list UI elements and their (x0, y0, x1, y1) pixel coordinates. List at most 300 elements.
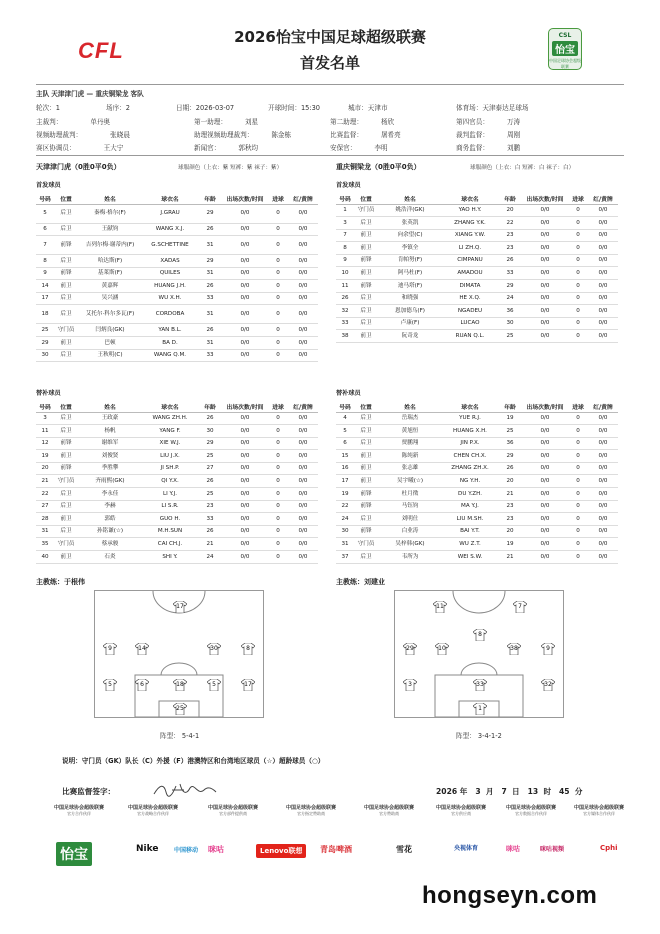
table-cell: 0/0 (288, 324, 318, 337)
table-cell: 0/0 (222, 255, 268, 268)
table-cell: 0/0 (222, 236, 268, 255)
table-cell: 21 (498, 551, 522, 564)
column-header: 姓名 (78, 401, 142, 412)
table-cell: 0 (568, 267, 588, 280)
table-row (36, 337, 318, 350)
table-cell: CIMPANU (442, 254, 498, 267)
table-cell: 0 (568, 500, 588, 513)
table-cell: 0/0 (588, 292, 618, 305)
official-role: 裁判监督： (456, 131, 489, 139)
table-row (336, 267, 618, 280)
table-cell: 0 (568, 551, 588, 564)
table-cell: 后卫 (54, 223, 78, 236)
table-cell: 0/0 (522, 292, 568, 305)
column-header: 号码 (36, 401, 54, 412)
table-cell: 0 (568, 450, 588, 463)
table-cell: 0/0 (288, 236, 318, 255)
table-cell: 杜月徵 (378, 488, 442, 501)
player-number: 10 (438, 645, 446, 652)
table-cell: 0/0 (588, 217, 618, 230)
column-header: 位置 (354, 193, 378, 204)
table-cell: 0 (268, 488, 288, 501)
table-cell: 卢康(F) (378, 317, 442, 330)
away-starters-table-wrap (336, 193, 618, 343)
table-cell: 后卫 (54, 412, 78, 425)
table-cell: 0/0 (588, 305, 618, 318)
column-header: 出场次数/时间 (222, 193, 268, 204)
signature-label: 比赛监督签字： (62, 787, 116, 796)
table-cell: 29 (498, 450, 522, 463)
table-cell: 0 (568, 217, 588, 230)
player-shirt-icon (473, 679, 487, 691)
table-cell: 29 (198, 437, 222, 450)
table-cell: ZHANG Y.K. (442, 217, 498, 230)
table-cell: XADAS (142, 255, 198, 268)
table-cell: 24 (498, 292, 522, 305)
column-header: 进球 (268, 401, 288, 412)
table-cell: 0 (568, 305, 588, 318)
sponsor-logo: 咪咕视频 (540, 846, 565, 853)
table-cell: 0 (268, 255, 288, 268)
table-cell: 张英凯 (378, 217, 442, 230)
table-cell: 1 (336, 204, 354, 217)
table-row (36, 267, 318, 280)
column-header: 年龄 (198, 401, 222, 412)
partner-label: 中国足球协会超级联赛 官方数据合作伙伴 (506, 805, 557, 816)
official-name: 刘星 (244, 118, 259, 126)
table-row (336, 538, 618, 551)
table-cell: 0/0 (588, 204, 618, 217)
table-cell: 0 (268, 223, 288, 236)
player-number: 11 (436, 603, 444, 610)
table-cell: 29 (498, 280, 522, 293)
player-number: 38 (510, 645, 518, 652)
table-cell: 7 (36, 236, 54, 255)
table-cell: 前锋 (354, 488, 378, 501)
player-number: 32 (544, 681, 552, 688)
sig-month-unit: 月 (485, 787, 494, 796)
table-cell: 和晓强 (378, 292, 442, 305)
table-cell: 0/0 (222, 437, 268, 450)
table-cell: LI S.R. (142, 500, 198, 513)
table-cell: 8 (36, 255, 54, 268)
table-cell: 前卫 (54, 280, 78, 293)
player-shirt-icon (473, 629, 487, 641)
away-formation-pitch (394, 590, 564, 718)
sponsor-logo: Lenovo联想 (256, 844, 306, 858)
table-cell: 后卫 (54, 305, 78, 324)
table-cell: 0/0 (522, 317, 568, 330)
table-cell: SHI Y. (142, 551, 198, 564)
table-cell: 0/0 (288, 425, 318, 438)
table-cell: 29 (198, 255, 222, 268)
table-cell: 20 (36, 462, 54, 475)
table-cell: 后卫 (54, 488, 78, 501)
table-cell: 0/0 (222, 475, 268, 488)
official-name: 单丹奥 (90, 118, 111, 126)
table-cell: 恩加德乌(F) (378, 305, 442, 318)
table-cell: 守门员 (54, 538, 78, 551)
sig-year-unit: 年 (459, 787, 468, 796)
table-cell: 0/0 (288, 292, 318, 305)
table-cell: 0/0 (288, 412, 318, 425)
round-label: 轮次： (36, 104, 56, 112)
column-header: 进球 (568, 401, 588, 412)
player-number: 14 (138, 645, 146, 652)
table-cell: LI Y.J. (142, 488, 198, 501)
column-header: 姓名 (378, 401, 442, 412)
away-team-title: 重庆铜梁龙（0胜0平0负） (336, 163, 421, 171)
table-cell: 后卫 (354, 437, 378, 450)
sponsor-logo: 咪咕 (506, 845, 520, 853)
table-cell: 0/0 (288, 204, 318, 223)
player-shirt-icon (403, 679, 417, 691)
table-cell: LIU J.X. (142, 450, 198, 463)
table-cell: 11 (36, 425, 54, 438)
player-number: 25 (176, 705, 184, 712)
official-entry (36, 142, 123, 152)
column-header: 位置 (354, 401, 378, 412)
pitch-lines (395, 591, 563, 717)
table-cell: 0/0 (522, 280, 568, 293)
table-cell: 0 (268, 204, 288, 223)
table-cell: ZHANG ZH.X. (442, 462, 498, 475)
table-cell: 后卫 (354, 425, 378, 438)
table-cell: 后卫 (54, 349, 78, 362)
table-cell: 31 (36, 525, 54, 538)
sponsor-logo: 中国移动 (174, 847, 199, 854)
player-number: 6 (140, 681, 144, 688)
table-row (336, 217, 618, 230)
page-title: 2026怡宝中国足球超级联赛 (234, 28, 426, 46)
home-formation: 阵型： 5-4-1 (160, 732, 200, 740)
table-cell: LUCAO (442, 317, 498, 330)
table-cell: 26 (198, 412, 222, 425)
table-row (336, 437, 618, 450)
table-cell: 0 (568, 292, 588, 305)
table-cell: 前锋 (54, 236, 78, 255)
table-cell: 0/0 (222, 462, 268, 475)
table-cell: J.GRAU (142, 204, 198, 223)
table-cell: 23 (198, 500, 222, 513)
table-cell: 基莱斯(F) (78, 267, 142, 280)
table-cell: 0/0 (522, 305, 568, 318)
table-cell: 26 (336, 292, 354, 305)
player-number: 17 (176, 603, 184, 610)
table-cell: 向余望(C) (378, 229, 442, 242)
table-cell: 0 (568, 242, 588, 255)
table-cell: 0/0 (222, 412, 268, 425)
home-kit-colors: 球服颜色（上衣：紫 短裤：紫 袜子：紫） (178, 165, 283, 171)
table-cell: 0 (568, 488, 588, 501)
player-shirt-icon (513, 601, 527, 613)
table-row (36, 475, 318, 488)
partner-tier: 官方数据合作伙伴 (515, 811, 547, 816)
table-cell: 5 (336, 425, 354, 438)
away-starters-title: 首发球员 (336, 182, 361, 189)
official-role: 比赛监督： (330, 131, 363, 139)
table-cell: CAI CH.J. (142, 538, 198, 551)
table-cell: 22 (336, 500, 354, 513)
home-label: 主队 (36, 90, 50, 98)
table-cell: 30 (498, 317, 522, 330)
table-cell: M.H.SUN (142, 525, 198, 538)
column-header: 出场次数/时间 (522, 401, 568, 412)
table-row (36, 551, 318, 564)
table-cell: 33 (198, 292, 222, 305)
table-cell: 前锋 (54, 437, 78, 450)
official-role: 商务监督： (456, 144, 489, 152)
table-cell: 37 (336, 551, 354, 564)
official-role: 视频助理裁判： (36, 131, 83, 139)
table-cell: 季胜攀 (78, 462, 142, 475)
roster-table (336, 193, 618, 343)
city-info (348, 102, 388, 112)
column-header: 球衣名 (142, 193, 198, 204)
table-cell: 0/0 (588, 488, 618, 501)
table-cell: 3 (36, 412, 54, 425)
csl-logo-mid: 怡宝 (552, 41, 578, 56)
table-cell: 0/0 (222, 337, 268, 350)
player-shirt-icon (135, 643, 149, 655)
table-cell: 0/0 (522, 254, 568, 267)
table-cell: 韦所为 (378, 551, 442, 564)
table-cell: YANG F. (142, 425, 198, 438)
table-cell: 0/0 (222, 349, 268, 362)
table-cell: 31 (336, 538, 354, 551)
table-cell: 0/0 (222, 223, 268, 236)
table-cell: 0 (268, 236, 288, 255)
table-cell: 0/0 (588, 254, 618, 267)
table-cell: 黄嘉辉 (78, 280, 142, 293)
table-cell: 齐雨熙(GK) (78, 475, 142, 488)
table-cell: 0/0 (288, 551, 318, 564)
table-cell: 迪马塔(F) (378, 280, 442, 293)
table-row (36, 324, 318, 337)
table-cell: YUE R.J. (442, 412, 498, 425)
table-cell: 0/0 (522, 242, 568, 255)
column-header: 红/黄牌 (288, 401, 318, 412)
table-cell: 0/0 (222, 538, 268, 551)
table-cell: 22 (498, 217, 522, 230)
table-cell: 前锋 (354, 500, 378, 513)
table-row (336, 525, 618, 538)
table-cell: 23 (498, 242, 522, 255)
table-cell: 0/0 (288, 437, 318, 450)
table-cell: 前卫 (354, 450, 378, 463)
sig-minute-unit: 分 (574, 787, 583, 796)
table-cell: 0 (568, 525, 588, 538)
column-header: 球衣名 (442, 193, 498, 204)
partner-label: 中国足球协会超级联赛 官方供应商 (436, 805, 487, 816)
table-cell: 0 (568, 330, 588, 343)
table-cell: 0 (268, 324, 288, 337)
official-entry (194, 142, 258, 152)
table-cell: 守门员 (354, 204, 378, 217)
column-header: 号码 (36, 193, 54, 204)
table-row (36, 488, 318, 501)
table-cell: 前锋 (54, 462, 78, 475)
player-number: 8 (246, 645, 250, 652)
table-cell: 0/0 (588, 280, 618, 293)
table-cell: 33 (198, 513, 222, 526)
table-cell: 前卫 (354, 267, 378, 280)
table-cell: 0/0 (288, 305, 318, 324)
partner-tier: 官方部件提供商 (219, 811, 247, 816)
city-value: 天津市 (367, 104, 388, 112)
csl-logo (548, 28, 582, 70)
table-row (36, 349, 318, 362)
table-cell: 后卫 (54, 204, 78, 223)
table-cell: 0 (268, 538, 288, 551)
official-role: 新闻官： (194, 144, 221, 152)
table-cell: 0 (268, 292, 288, 305)
table-cell: 0 (268, 450, 288, 463)
table-cell: 36 (498, 305, 522, 318)
partner-label: 中国足球协会超级联赛 官方部件提供商 (208, 805, 259, 816)
table-cell: 吴兴涵 (78, 292, 142, 305)
table-cell: 后卫 (54, 525, 78, 538)
table-cell: 31 (198, 236, 222, 255)
table-cell: 前锋 (354, 280, 378, 293)
player-shirt-icon (135, 679, 149, 691)
table-cell: 0/0 (288, 280, 318, 293)
table-row (336, 450, 618, 463)
official-name: 周刚 (506, 131, 521, 139)
table-cell: 黄旭恒 (378, 425, 442, 438)
table-cell: 30 (36, 349, 54, 362)
table-cell: 0 (568, 538, 588, 551)
table-cell: CHEN CH.X. (442, 450, 498, 463)
table-cell: 0/0 (522, 500, 568, 513)
divider (36, 155, 624, 156)
table-row (36, 513, 318, 526)
home-subs-title: 替补球员 (36, 390, 61, 397)
table-cell: YAN B.L. (142, 324, 198, 337)
table-cell: 0/0 (588, 317, 618, 330)
table-row (336, 229, 618, 242)
sig-minute: 45 (558, 787, 570, 796)
partner-tier: 官方战略合作伙伴 (137, 811, 169, 816)
table-cell: 0 (568, 513, 588, 526)
sponsor-logo: Nike (136, 844, 159, 854)
table-cell: 前卫 (54, 450, 78, 463)
table-cell: 0/0 (288, 450, 318, 463)
table-cell: 26 (198, 223, 222, 236)
column-header: 红/黄牌 (588, 401, 618, 412)
partner-label: 中国足球协会超级联赛 官方赞助商 (364, 805, 415, 816)
table-cell: 阿马杜(F) (378, 267, 442, 280)
player-number: 5 (212, 681, 216, 688)
table-cell: 0/0 (222, 280, 268, 293)
time-label: 开球时间： (268, 104, 301, 112)
table-row (336, 513, 618, 526)
away-subs-table-wrap (336, 401, 618, 564)
table-cell: 0 (268, 412, 288, 425)
table-cell: 23 (498, 513, 522, 526)
table-row (336, 475, 618, 488)
table-cell: 0/0 (288, 475, 318, 488)
table-cell: 0/0 (588, 525, 618, 538)
player-shirt-icon (435, 643, 449, 655)
partner-tier: 官方媒体合作伙伴 (583, 811, 615, 816)
player-number: 18 (176, 681, 184, 688)
table-cell: 0 (568, 229, 588, 242)
table-row (336, 412, 618, 425)
table-cell: JI SH.P. (142, 462, 198, 475)
table-cell: 28 (36, 513, 54, 526)
table-cell: 21 (498, 488, 522, 501)
table-cell: 0/0 (222, 500, 268, 513)
table-cell: 0/0 (222, 425, 268, 438)
signature-datetime (436, 786, 582, 797)
field-label: 场序： (106, 104, 126, 112)
table-cell: QI Y.X. (142, 475, 198, 488)
official-name: 王大宁 (103, 144, 124, 152)
official-entry (36, 116, 110, 126)
official-entry (330, 129, 401, 139)
table-row (336, 305, 618, 318)
table-cell: 19 (498, 538, 522, 551)
table-cell: 17 (36, 292, 54, 305)
table-cell: 9 (336, 254, 354, 267)
table-cell: 0/0 (288, 513, 318, 526)
table-row (336, 242, 618, 255)
table-cell: 0 (268, 551, 288, 564)
table-cell: 前卫 (54, 551, 78, 564)
table-cell: 后卫 (54, 425, 78, 438)
table-cell: 25 (36, 324, 54, 337)
table-row (36, 280, 318, 293)
table-cell: 0/0 (522, 538, 568, 551)
table-cell: 15 (336, 450, 354, 463)
table-cell: 0/0 (288, 538, 318, 551)
table-cell: 前卫 (354, 462, 378, 475)
match-teams (36, 88, 144, 98)
table-cell: 肯帕努(F) (378, 254, 442, 267)
table-cell: 0 (268, 513, 288, 526)
official-entry (330, 116, 394, 126)
home-coach-label: 主教练： (36, 578, 64, 586)
divider (36, 84, 624, 85)
table-cell: RUAN Q.L. (442, 330, 498, 343)
table-cell: 0/0 (522, 475, 568, 488)
table-cell: 守门员 (54, 475, 78, 488)
watermark: hongseyn.com (422, 882, 598, 909)
table-cell: 6 (36, 223, 54, 236)
column-header: 出场次数/时间 (222, 401, 268, 412)
official-role: 第四官员： (456, 118, 489, 126)
cfl-logo: CFL (78, 38, 124, 63)
table-cell: YAO H.Y. (442, 204, 498, 217)
table-cell: 27 (198, 462, 222, 475)
sponsor-logo: Cphi (600, 844, 618, 852)
city-label: 城市： (348, 104, 368, 112)
table-cell: 后卫 (354, 317, 378, 330)
table-cell: 孙铭谦(☆) (78, 525, 142, 538)
home-coach-name: 于根伟 (64, 578, 85, 586)
official-name: 万涛 (506, 118, 521, 126)
column-header: 年龄 (198, 193, 222, 204)
sig-day: 7 (501, 787, 507, 796)
table-header-row (336, 401, 618, 412)
table-cell: 0 (268, 437, 288, 450)
table-cell: 0 (268, 280, 288, 293)
table-cell: WANG ZH.H. (142, 412, 198, 425)
table-row (336, 551, 618, 564)
column-header: 号码 (336, 193, 354, 204)
table-cell: 谢维军 (78, 437, 142, 450)
